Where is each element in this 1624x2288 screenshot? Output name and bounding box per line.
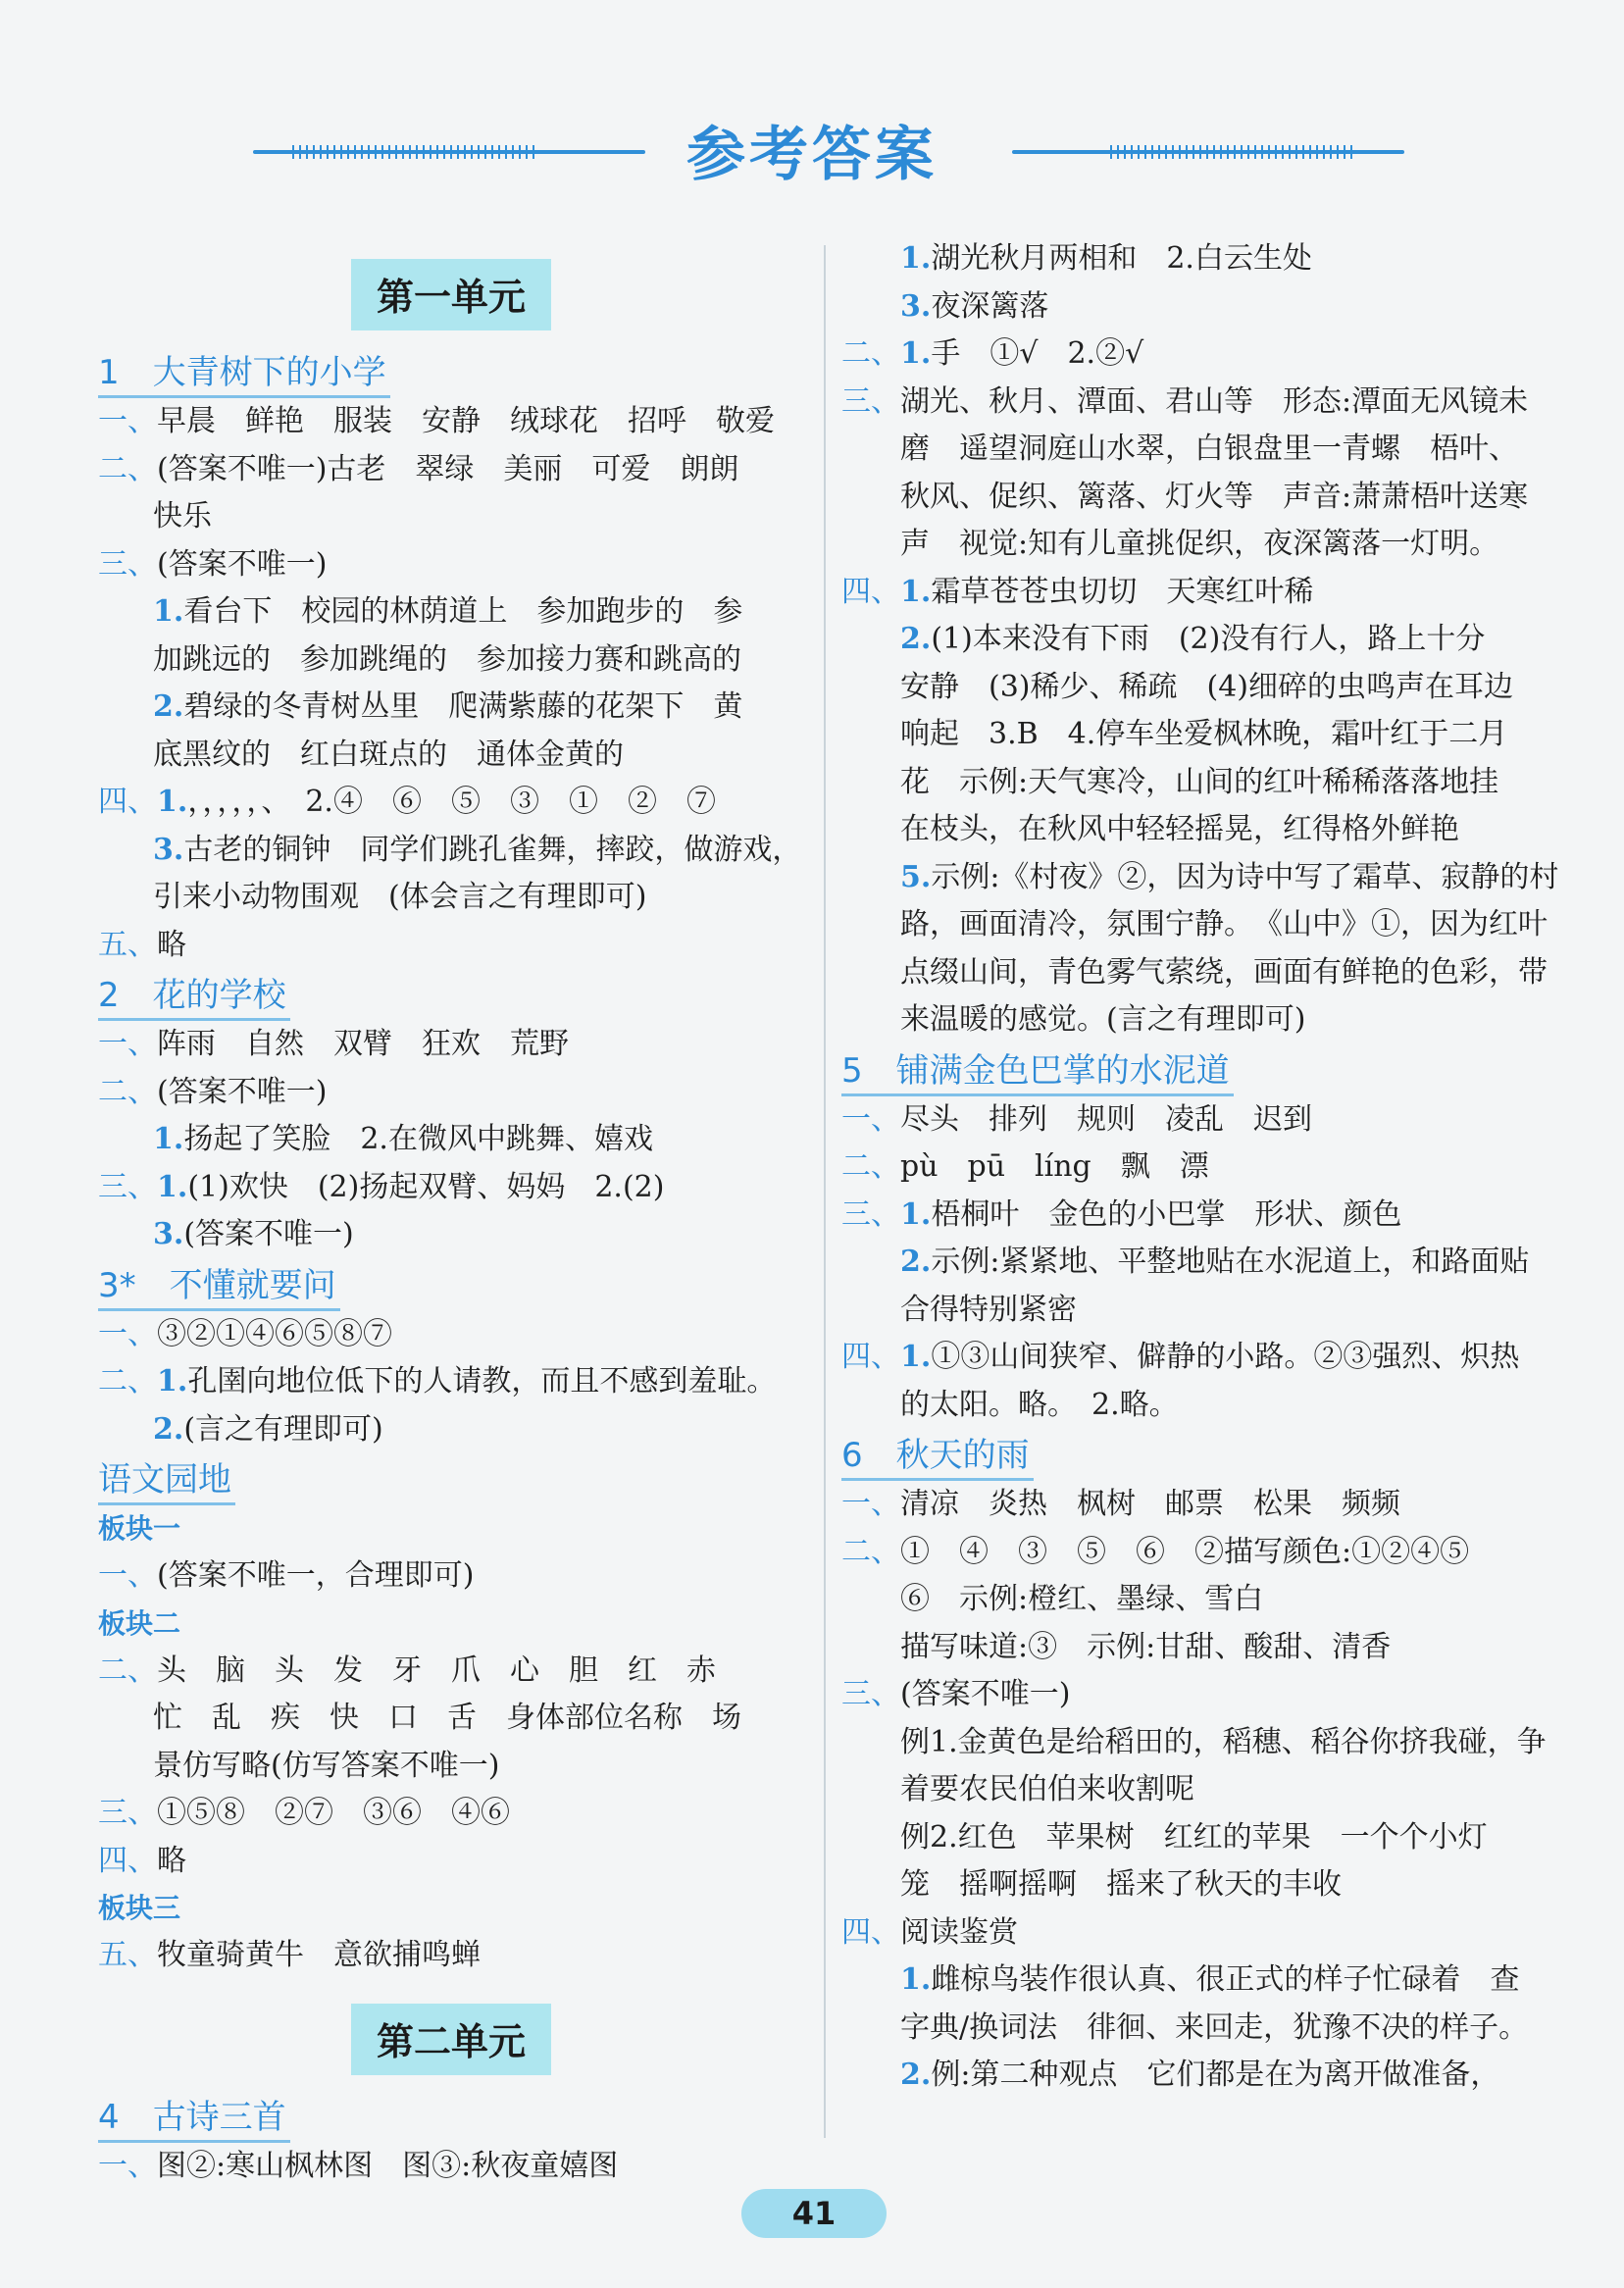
- answer-text: 雌椋鸟装作很认真、很正式的样子忙碌着 查: [931, 1962, 1520, 1997]
- answer-line: [841, 2052, 1548, 2100]
- answer-text: 夜深篱落: [931, 288, 1049, 324]
- question-label: 一、: [841, 1487, 900, 1521]
- answer-line: [98, 922, 804, 970]
- section-heading-row: [98, 1259, 804, 1311]
- answer-line: [841, 1861, 1548, 1909]
- item-number: 1.: [900, 241, 932, 276]
- answer-text: 霜草苍苍虫切切 天寒红叶稀: [931, 574, 1314, 609]
- question-label: 二、: [98, 451, 157, 486]
- item-number: 1.: [900, 574, 932, 609]
- item-number: 2.: [153, 689, 184, 724]
- answer-text: 略: [157, 927, 186, 962]
- question-label: 一、: [98, 1027, 157, 1061]
- answer-line: [841, 474, 1548, 522]
- sub-heading: 板块三: [98, 1892, 181, 1924]
- question-label: 四、: [841, 574, 900, 609]
- answer-text: 合得特别紧密: [900, 1292, 1077, 1327]
- right-column: [841, 235, 1559, 2100]
- answer-line: [841, 1192, 1548, 1240]
- question-label: 四、: [98, 785, 157, 819]
- left-column: [98, 235, 804, 2190]
- section-heading-row: [98, 346, 804, 398]
- answer-line: [841, 1671, 1548, 1719]
- item-number: 2.: [900, 2058, 932, 2092]
- answer-line: [841, 711, 1548, 759]
- item-number: 1.: [900, 1196, 932, 1232]
- question-label: 一、: [98, 1316, 157, 1351]
- answer-text: 牧童骑黄牛 意欲捕鸣蝉: [157, 1938, 481, 1972]
- answer-line: [841, 1144, 1548, 1192]
- answer-text: ①⑤⑧ ②⑦ ③⑥ ④⑥: [157, 1796, 510, 1830]
- answer-line: [841, 2005, 1548, 2053]
- answer-line: [841, 521, 1548, 569]
- answer-text: 描写味道:③ 示例:甘甜、酸甜、清香: [900, 1629, 1392, 1664]
- sub-heading: 板块二: [98, 1606, 181, 1640]
- question-label: 二、: [841, 1149, 900, 1184]
- item-number: 2.: [900, 622, 932, 656]
- answer-line: [98, 1116, 804, 1164]
- answer-line: [841, 901, 1548, 949]
- answer-text: 安静 (3)稀少、稀疏 (4)细碎的虫鸣声在耳边: [900, 669, 1513, 704]
- answer-line: [98, 1838, 804, 1886]
- answer-text: (答案不唯一): [157, 546, 328, 582]
- answer-line: [841, 1719, 1548, 1767]
- item-number: 1.: [900, 1340, 932, 1374]
- answer-line: [841, 1624, 1548, 1672]
- answer-text: (答案不唯一，合理即可): [157, 1558, 475, 1593]
- answer-line: [841, 1481, 1548, 1529]
- answer-text: 花 示例:天气寒冷，山间的红叶稀稀落落地挂: [900, 764, 1499, 799]
- answer-line: [98, 827, 804, 875]
- answer-line: [841, 1576, 1548, 1624]
- answer-line: [841, 806, 1548, 854]
- answer-text: 的太阳。略。 2.略。: [900, 1387, 1179, 1422]
- answer-text: (言之有理即可): [183, 1411, 383, 1447]
- answer-line: [841, 616, 1548, 664]
- unit-heading: [98, 2004, 804, 2075]
- answer-text: 响起 3.B 4.停车坐爱枫林晚，霜叶红于二月: [900, 717, 1508, 751]
- title-decoration-right: [1012, 145, 1404, 159]
- question-label: 二、: [98, 1652, 157, 1688]
- section-heading: 6 秋天的雨: [841, 1433, 1034, 1481]
- answer-line: [98, 398, 804, 446]
- answer-line: [98, 1211, 804, 1259]
- answer-text: 尽头 排列 规则 凌乱 迟到: [900, 1101, 1312, 1137]
- column-divider: [824, 245, 826, 2138]
- answer-text: 头 脑 头 发 牙 爪 心 胆 红 赤: [157, 1652, 716, 1688]
- item-number: 3.: [153, 1217, 184, 1251]
- answer-text: 加跳远的 参加跳绳的 参加接力赛和跳高的: [153, 641, 741, 677]
- answer-text: (1)本来没有下雨 (2)没有行人，路上十分: [931, 622, 1486, 656]
- answer-text: 在枝头，在秋风中轻轻摇晃，红得格外鲜艳: [900, 812, 1459, 846]
- question-label: 二、: [841, 336, 900, 371]
- item-number: 2.: [153, 1411, 184, 1447]
- answer-text: ，，，，，、 2.④ ⑥ ⑤ ③ ① ② ⑦: [187, 785, 716, 819]
- answer-text: 来温暖的感觉。(言之有理即可): [900, 1002, 1306, 1037]
- section-heading-row: [98, 2091, 804, 2143]
- section-heading: 1 大青树下的小学: [98, 350, 390, 398]
- question-label: 一、: [841, 1101, 900, 1137]
- item-number: 1.: [157, 1364, 188, 1398]
- item-number: 1.: [157, 1169, 188, 1204]
- answer-line: [98, 1648, 804, 1696]
- answer-line: [98, 1311, 804, 1359]
- answer-line: [98, 684, 804, 732]
- question-label: 三、: [841, 1677, 900, 1711]
- answer-text: 阵雨 自然 双臂 狂欢 荒野: [157, 1027, 569, 1061]
- question-label: 五、: [98, 927, 157, 962]
- answer-line: [841, 1239, 1548, 1287]
- answer-text: 略: [157, 1843, 186, 1878]
- question-label: 四、: [98, 1843, 157, 1878]
- answer-line: [841, 1287, 1548, 1335]
- answer-text: ① ④ ③ ⑤ ⑥ ②描写颜色:①②④⑤: [900, 1534, 1470, 1569]
- answer-line: [841, 1529, 1548, 1577]
- answer-line: [841, 759, 1548, 807]
- answer-text: 扬起了笑脸 2.在微风中跳舞、嬉戏: [183, 1122, 653, 1156]
- answer-text: 清凉 炎热 枫树 邮票 松果 频频: [900, 1487, 1400, 1521]
- page-number: 41: [741, 2189, 887, 2238]
- answer-line: [841, 379, 1548, 427]
- answer-line: [841, 1814, 1548, 1862]
- answer-line: [841, 330, 1548, 379]
- answer-text: 碧绿的冬青树丛里 爬满紫藤的花架下 黄: [183, 689, 743, 724]
- item-number: 1.: [153, 1122, 184, 1156]
- question-label: 三、: [841, 1196, 900, 1232]
- page-title: 参考答案: [686, 121, 938, 189]
- unit-title: 第二单元: [351, 2004, 551, 2075]
- answer-text: 梧桐叶 金色的小巴掌 形状、颜色: [931, 1196, 1402, 1232]
- answer-text: 阅读鉴赏: [900, 1914, 1018, 1950]
- item-number: 2.: [900, 1245, 932, 1279]
- unit-heading: [98, 259, 804, 330]
- answer-text: 例2.红色 苹果树 红红的苹果 一个个小灯: [900, 1819, 1488, 1855]
- item-number: 5.: [900, 859, 932, 894]
- answer-line: [98, 493, 804, 541]
- question-label: 四、: [841, 1914, 900, 1950]
- answer-line: [98, 1358, 804, 1406]
- answer-text: 示例:紧紧地、平整地贴在水泥道上，和路面贴: [931, 1245, 1530, 1279]
- item-number: 1.: [900, 336, 932, 371]
- answer-line: [98, 1021, 804, 1069]
- question-label: 三、: [98, 546, 157, 582]
- answer-text: 例:第二种观点 它们都是在为离开做准备，: [931, 2058, 1500, 2092]
- answer-text: pù pū líng 飘 漂: [900, 1149, 1209, 1184]
- answer-text: 点缀山间，青色雾气萦绕，画面有鲜艳的色彩，带: [900, 954, 1548, 990]
- answer-text: 图②:寒山枫林图 图③:秋夜童嬉图: [157, 2148, 619, 2183]
- question-label: 一、: [98, 404, 157, 438]
- unit-title: 第一单元: [351, 259, 551, 330]
- answer-line: [98, 1164, 804, 1212]
- section-heading-row: [98, 969, 804, 1021]
- answer-text: 字典/换词法 徘徊、来回走，犹豫不决的样子。: [900, 2009, 1529, 2045]
- answer-text: (答案不唯一): [183, 1217, 354, 1251]
- answer-text: 秋风、促织、篱落、灯火等 声音:萧萧梧叶送寒: [900, 479, 1529, 514]
- answer-text: 看台下 校园的林荫道上 参加跑步的 参: [183, 594, 743, 629]
- question-label: 三、: [841, 383, 900, 419]
- answer-text: (答案不唯一): [157, 1074, 328, 1109]
- question-label: 三、: [98, 1796, 157, 1830]
- answer-line: [98, 732, 804, 780]
- section-heading: 2 花的学校: [98, 973, 290, 1021]
- answer-line: [841, 854, 1559, 902]
- answer-line: [98, 588, 804, 636]
- question-label: 四、: [841, 1340, 900, 1374]
- answer-line: [841, 1957, 1548, 2005]
- question-label: 一、: [98, 2148, 157, 2183]
- answer-line: [98, 1406, 804, 1454]
- answer-line: [841, 569, 1548, 617]
- item-number: 1.: [157, 785, 188, 819]
- answer-text: 例1.金黄色是给稻田的，稻穗、稻谷你挤我碰，争: [900, 1724, 1547, 1759]
- answer-line: [841, 949, 1548, 997]
- answer-line: [841, 664, 1548, 712]
- answer-text: (1)欢快 (2)扬起双臂、妈妈 2.(2): [187, 1169, 665, 1204]
- answer-text: 示例:《村夜》②，因为诗中写了霜草、寂静的村: [931, 859, 1559, 894]
- section-heading-row: [841, 1044, 1548, 1096]
- question-label: 三、: [98, 1169, 157, 1204]
- answer-line: [98, 1932, 804, 1980]
- answer-line: [841, 1334, 1548, 1382]
- answer-text: 孔圉向地位低下的人请教，而且不感到羞耻。: [187, 1364, 777, 1398]
- answer-text: 底黑纹的 红白斑点的 通体金黄的: [153, 737, 624, 772]
- section-heading: 语文园地: [98, 1457, 235, 1505]
- answer-text: 着要农民伯伯来收割呢: [900, 1772, 1194, 1806]
- answer-text: 古老的铜钟 同学们跳孔雀舞，摔跤，做游戏，: [183, 832, 802, 867]
- item-number: 1.: [153, 594, 184, 629]
- sub-heading: 板块一: [98, 1512, 181, 1545]
- answer-line: [841, 996, 1548, 1044]
- answer-line: [98, 1695, 804, 1743]
- answer-line: [841, 1909, 1548, 1958]
- answer-text: ⑥ 示例:橙红、墨绿、雪白: [900, 1582, 1264, 1616]
- answer-line: [98, 1743, 804, 1791]
- item-number: 3.: [153, 832, 184, 867]
- question-label: 五、: [98, 1938, 157, 1972]
- answer-line: [98, 636, 804, 685]
- section-heading-row: [841, 1429, 1548, 1481]
- question-label: 二、: [98, 1364, 157, 1398]
- answer-line: [98, 446, 804, 494]
- answer-line: [98, 1069, 804, 1117]
- answer-text: 路，画面清冷，氛围宁静。 《山中》①，因为红叶: [900, 907, 1548, 941]
- answer-line: [98, 1790, 804, 1838]
- section-heading-row: [98, 1453, 804, 1505]
- answer-line: [98, 1552, 804, 1601]
- answer-line: [98, 779, 804, 827]
- answer-line: [841, 1766, 1548, 1814]
- answer-line: [98, 2143, 804, 2191]
- answer-line: [841, 235, 1548, 283]
- answer-text: ①③山间狭窄、僻静的小路。②③强烈、炽热: [931, 1340, 1520, 1374]
- answer-line: [841, 426, 1548, 474]
- question-label: 二、: [841, 1534, 900, 1569]
- answer-line: [841, 283, 1548, 331]
- answer-text: (答案不唯一): [900, 1677, 1071, 1711]
- answer-text: 忙 乱 疾 快 口 舌 身体部位名称 场: [153, 1701, 741, 1735]
- answer-text: 湖光、秋月、潭面、君山等 形态:潭面无风镜未: [900, 383, 1529, 419]
- answer-text: 景仿写略(仿写答案不唯一): [153, 1748, 500, 1783]
- item-number: 3.: [900, 288, 932, 324]
- answer-line: [98, 541, 804, 589]
- answer-line: [841, 1096, 1548, 1144]
- answer-text: (答案不唯一)古老 翠绿 美丽 可爱 朗朗: [157, 451, 739, 486]
- answer-text: 快乐: [153, 499, 212, 534]
- section-heading: 4 古诗三首: [98, 2095, 290, 2143]
- question-label: 二、: [98, 1074, 157, 1109]
- section-heading: 5 铺满金色巴掌的水泥道: [841, 1048, 1234, 1096]
- answer-text: 早晨 鲜艳 服装 安静 绒球花 招呼 敬爱: [157, 404, 775, 438]
- answer-text: 声 视觉:知有儿童挑促织，夜深篱落一灯明。: [900, 527, 1499, 561]
- item-number: 1.: [900, 1962, 932, 1997]
- answer-text: 引来小动物围观 (体会言之有理即可): [153, 880, 647, 914]
- question-label: 一、: [98, 1558, 157, 1593]
- page-header: [0, 116, 1624, 189]
- section-heading: 3* 不懂就要问: [98, 1263, 340, 1311]
- answer-line: [98, 874, 804, 922]
- answer-text: 湖光秋月两相和 2.白云生处: [931, 241, 1312, 276]
- answer-text: 笼 摇啊摇啊 摇来了秋天的丰收: [900, 1867, 1342, 1902]
- answer-text: 磨 遥望洞庭山水翠，白银盘里一青螺 梧叶、: [900, 432, 1518, 466]
- answer-text: ③②①④⑥⑤⑧⑦: [157, 1316, 392, 1351]
- answer-text: 手 ①√ 2.②√: [931, 336, 1144, 371]
- answer-line: [841, 1382, 1548, 1430]
